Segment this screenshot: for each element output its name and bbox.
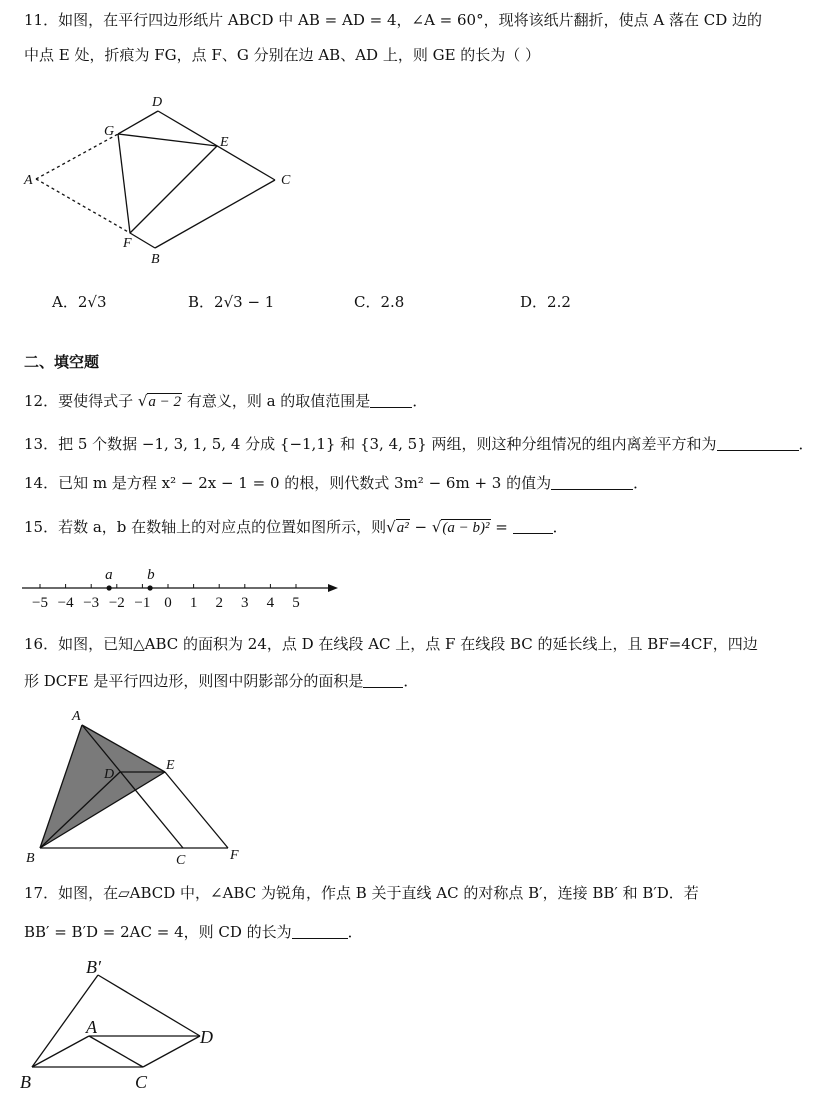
number-line-tick-label: 5 bbox=[292, 595, 300, 611]
q14-period: ． bbox=[633, 474, 649, 492]
number-line-arrow bbox=[328, 584, 338, 592]
q14-answer-blank[interactable] bbox=[551, 475, 633, 490]
q11-option-b[interactable] bbox=[188, 292, 274, 312]
q11-label-c: C bbox=[281, 173, 291, 188]
number-line-tick-label: −2 bbox=[108, 595, 125, 611]
q11-line1: 11．如图，在平行四边形纸片 ABCD 中 AB = AD = 4，∠A = 60°，现将该纸片翻折，使点 A 落在 CD 边的 bbox=[24, 11, 762, 29]
q17-answer-blank[interactable] bbox=[292, 924, 348, 939]
option-letter: A． bbox=[52, 293, 78, 311]
number-line-tick-label: −5 bbox=[32, 595, 48, 611]
q17-label-c: C bbox=[135, 1072, 148, 1092]
q17-label-d: D bbox=[200, 1027, 213, 1047]
q15-expr2: (a − b)² bbox=[442, 520, 490, 536]
q12-radicand: a − 2 bbox=[148, 394, 182, 410]
number-line-point-a bbox=[107, 585, 112, 590]
q12-answer-blank[interactable] bbox=[370, 393, 412, 408]
q11-figure bbox=[36, 111, 275, 248]
number-line-tick-label: −1 bbox=[134, 595, 151, 611]
number-line-tick-label: 4 bbox=[266, 595, 275, 611]
number-line-tick-label: 0 bbox=[164, 595, 172, 611]
q16-line2-text: 形 DCFE 是平行四边形，则图中阴影部分的面积是 bbox=[24, 672, 364, 690]
option-letter: B． bbox=[188, 293, 215, 311]
q13-period: ． bbox=[798, 435, 814, 453]
q11-option-a[interactable] bbox=[52, 292, 107, 312]
number-line-tick-label: 1 bbox=[189, 595, 198, 611]
q11-edge-gf bbox=[118, 134, 130, 233]
q11-edge-ag-dashed bbox=[36, 134, 118, 179]
q11-label-a: A bbox=[24, 173, 33, 188]
q11-label-f: F bbox=[123, 236, 132, 251]
q11-edge-ge bbox=[118, 134, 217, 146]
q14 bbox=[24, 473, 648, 493]
section-title: 二、填空题 bbox=[24, 353, 100, 371]
q13-answer-blank[interactable] bbox=[717, 436, 799, 451]
q16-figure bbox=[40, 725, 228, 848]
q13 bbox=[24, 434, 814, 454]
q14-text: 14．已知 m 是方程 x² − 2x − 1 = 0 的根，则代数式 3m² − 6m + 3 的值为 bbox=[24, 474, 552, 492]
q12-period: ． bbox=[412, 392, 428, 410]
q12-post: 有意义，则 a 的取值范围是 bbox=[186, 392, 371, 410]
q11-option-c[interactable] bbox=[354, 292, 404, 312]
q16-label-c: C bbox=[176, 853, 186, 868]
q15-minus: − bbox=[409, 518, 432, 536]
q17-figure bbox=[32, 975, 200, 1067]
number-line-tick-label: 3 bbox=[241, 595, 249, 611]
q12: 12．要使得式子 √a − 2 有意义，则 a 的取值范围是 ． bbox=[24, 392, 428, 410]
q17-edge-ba bbox=[32, 1036, 89, 1067]
option-letter: C． bbox=[354, 293, 381, 311]
q17-label-b: B bbox=[20, 1072, 31, 1092]
q11-line2: 中点 E 处，折痕为 FG，点 F、G 分别在边 AB、AD 上，则 GE 的长为（ ） bbox=[24, 46, 541, 64]
option-value: 2.2 bbox=[547, 293, 571, 311]
q12-pre: 12．要使得式子 bbox=[24, 392, 134, 410]
q16-line1: 16．如图，已知△ABC 的面积为 24，点 D 在线段 AC 上，点 F 在线段 BC 的延长线上，且 BF=4CF，四边 bbox=[24, 635, 758, 653]
q16-label-e: E bbox=[166, 758, 175, 773]
number-line-label-a: a bbox=[105, 567, 113, 583]
q17-line2-text: BB′ = B′D = 2AC = 4，则 CD 的长为 bbox=[24, 923, 292, 941]
q15-expr1: a² bbox=[396, 520, 409, 536]
option-value: 2√3 bbox=[77, 293, 107, 311]
q11-edge-bf bbox=[130, 233, 155, 248]
q15: 15．若数 a，b 在数轴上的对应点的位置如图所示，则√a² − √(a − b)² = ． bbox=[24, 518, 568, 536]
q17-line1: 17．如图，在▱ABCD 中，∠ABC 为锐角，作点 B 关于直线 AC 的对称点 B′，连接 BB′ 和 B′D．若 bbox=[24, 884, 699, 902]
q17-edge-cd bbox=[143, 1036, 200, 1067]
option-value: 2√3 − 1 bbox=[214, 293, 275, 311]
q16-label-b: B bbox=[26, 851, 35, 866]
q16-answer-blank[interactable] bbox=[363, 673, 403, 688]
q11-edge-af-dashed bbox=[36, 179, 130, 233]
q16-label-a: A bbox=[72, 709, 81, 724]
q17-edge-ac bbox=[89, 1036, 143, 1067]
q17-line2 bbox=[24, 922, 363, 942]
q15-pre: 15．若数 a，b 在数轴上的对应点的位置如图所示，则 bbox=[24, 518, 387, 536]
q11-label-e: E bbox=[220, 135, 229, 150]
q16-line2 bbox=[24, 671, 418, 691]
q11-label-d: D bbox=[152, 95, 163, 110]
number-line-tick-label: −4 bbox=[57, 595, 74, 611]
q11-option-d[interactable] bbox=[520, 292, 571, 312]
number-line-label-b: b bbox=[147, 567, 155, 583]
number-line-tick-label: 2 bbox=[215, 595, 223, 611]
q16-period: ． bbox=[403, 672, 419, 690]
q16-label-d: D bbox=[104, 767, 115, 782]
q16-label-f: F bbox=[230, 848, 239, 863]
q11-label-g: G bbox=[104, 124, 115, 139]
q17-label-bprime: B′ bbox=[86, 957, 101, 977]
q11-edge-gd bbox=[118, 111, 158, 134]
q15-number-line bbox=[22, 567, 338, 611]
q15-period: ． bbox=[552, 518, 568, 536]
number-line-tick-label: −3 bbox=[83, 595, 100, 611]
q17-period: ． bbox=[347, 923, 363, 941]
q13-text: 13．把 5 个数据 −1, 3, 1, 5, 4 分成 {−1,1} 和 {3, 4, 5} 两组，则这种分组情况的组内离差平方和为 bbox=[24, 435, 717, 453]
option-value: 2.8 bbox=[380, 293, 405, 311]
q17-edge-bpd bbox=[98, 975, 200, 1036]
q15-eq: = bbox=[490, 518, 513, 536]
q11-label-b: B bbox=[151, 252, 160, 267]
number-line-point-b bbox=[147, 585, 152, 590]
option-letter: D． bbox=[520, 293, 548, 311]
q15-answer-blank[interactable] bbox=[513, 519, 553, 534]
q17-label-a: A bbox=[86, 1017, 97, 1037]
